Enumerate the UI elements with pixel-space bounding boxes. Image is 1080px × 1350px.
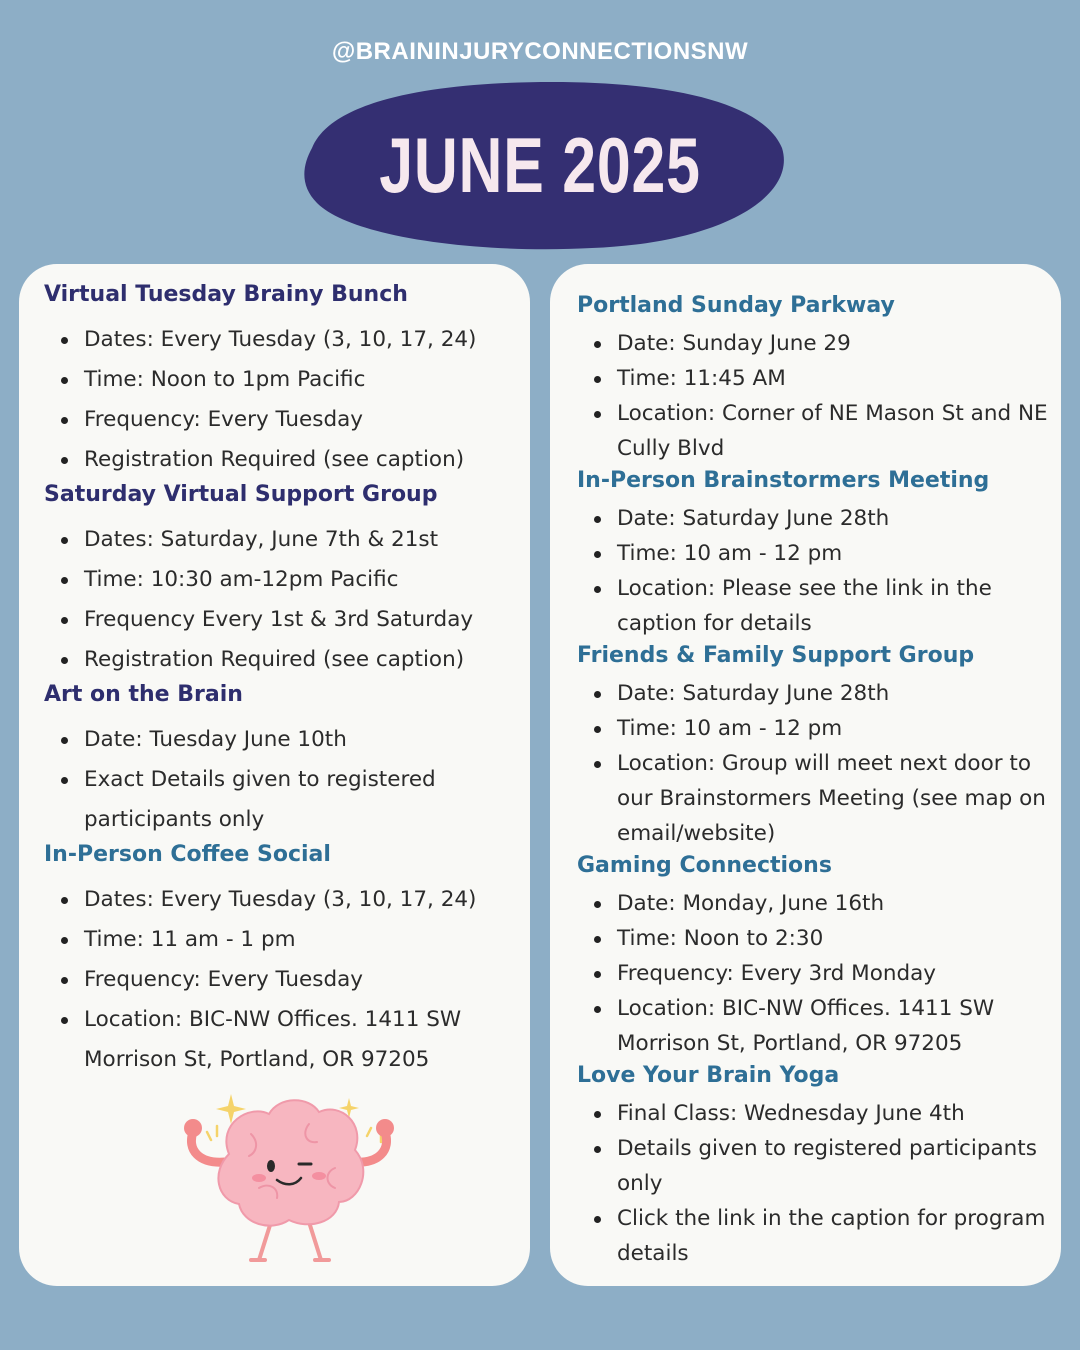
list-item [577, 361, 1051, 396]
bullet-icon [594, 1216, 601, 1223]
bullet-icon [61, 737, 68, 744]
bullet-icon [61, 777, 68, 784]
bullet-icon [594, 1111, 601, 1118]
list-item [44, 360, 518, 400]
list-item [44, 920, 518, 960]
item-text: Time: 10:30 am-12pm Pacific [84, 567, 399, 592]
item-text: Time: Noon to 2:30 [617, 926, 824, 951]
list-item [577, 676, 1051, 711]
item-text: Location: Corner of NE Mason St and NE Cully Blvd [617, 401, 1048, 461]
item-text: Registration Required (see caption) [84, 447, 465, 472]
list-item [577, 746, 1051, 851]
event-section [44, 480, 518, 680]
item-text: Exact Details given to registered participants only [84, 767, 436, 832]
item-text: Click the link in the caption for program details [617, 1206, 1046, 1266]
item-text: Date: Tuesday June 10th [84, 727, 347, 752]
list-item [44, 760, 518, 840]
event-section [577, 851, 1051, 1061]
bullet-icon [594, 726, 601, 733]
item-text: Location: BIC-NW Offices. 1411 SW Morrison St, Portland, OR 97205 [617, 996, 995, 1056]
month-banner [292, 78, 788, 254]
event-details-list [44, 320, 518, 480]
event-details-list [44, 720, 518, 840]
list-item [44, 600, 518, 640]
bullet-icon [594, 691, 601, 698]
list-item [577, 956, 1051, 991]
item-text: Date: Saturday June 28th [617, 681, 890, 706]
event-title: Virtual Tuesday Brainy Bunch [44, 282, 408, 307]
event-section [577, 291, 1051, 466]
item-text: Location: Group will meet next door to our Brainstormers Meeting (see map on email/website) [617, 751, 1046, 846]
list-item [577, 501, 1051, 536]
item-text: Date: Sunday June 29 [617, 331, 851, 356]
list-item [44, 720, 518, 760]
list-item [44, 640, 518, 680]
list-item [577, 921, 1051, 956]
bullet-icon [594, 936, 601, 943]
item-text: Frequency: Every Tuesday [84, 407, 363, 432]
list-item [577, 1131, 1051, 1201]
event-title: In-Person Coffee Social [44, 842, 331, 867]
item-text: Time: 10 am - 12 pm [617, 716, 843, 741]
item-text: Frequency: Every 3rd Monday [617, 961, 937, 986]
item-text: Dates: Every Tuesday (3, 10, 17, 24) [84, 327, 477, 352]
event-details-list [577, 676, 1051, 851]
bullet-icon [61, 337, 68, 344]
list-item [44, 960, 518, 1000]
bullet-icon [61, 377, 68, 384]
bullet-icon [594, 516, 601, 523]
bullet-icon [594, 971, 601, 978]
list-item [577, 396, 1051, 466]
event-title: In-Person Brainstormers Meeting [577, 468, 990, 493]
event-details-list [577, 1096, 1051, 1271]
list-item [44, 320, 518, 360]
list-item [577, 991, 1051, 1061]
event-details-list [44, 880, 518, 1080]
list-item [577, 886, 1051, 921]
bullet-icon [61, 897, 68, 904]
bullet-icon [61, 937, 68, 944]
bullet-icon [594, 341, 601, 348]
event-title: Love Your Brain Yoga [577, 1063, 840, 1088]
item-text: Date: Monday, June 16th [617, 891, 885, 916]
bullet-icon [594, 901, 601, 908]
page-title: JUNE 2025 [379, 121, 701, 209]
list-item [44, 880, 518, 920]
item-text: Location: Please see the link in the caption for details [617, 576, 992, 636]
event-section [44, 280, 518, 480]
item-text: Frequency Every 1st & 3rd Saturday [84, 607, 474, 632]
bullet-icon [61, 417, 68, 424]
item-text: Details given to registered participants only [617, 1136, 1037, 1196]
list-item [44, 560, 518, 600]
list-item [577, 1096, 1051, 1131]
bullet-icon [61, 617, 68, 624]
left-events-card [19, 264, 530, 1286]
flexing-brain-mascot-icon [159, 1084, 419, 1274]
event-title: Portland Sunday Parkway [577, 293, 895, 318]
list-item [577, 326, 1051, 361]
item-text: Final Class: Wednesday June 4th [617, 1101, 965, 1126]
list-item [44, 400, 518, 440]
item-text: Time: 10 am - 12 pm [617, 541, 843, 566]
event-section [44, 840, 518, 1080]
bullet-icon [594, 376, 601, 383]
event-details-list [44, 520, 518, 680]
bullet-icon [61, 657, 68, 664]
bullet-icon [61, 577, 68, 584]
list-item [44, 520, 518, 560]
event-details-list [577, 326, 1051, 466]
item-text: Time: 11 am - 1 pm [84, 927, 296, 952]
bullet-icon [594, 586, 601, 593]
bullet-icon [594, 1146, 601, 1153]
event-section [44, 680, 518, 840]
list-item [577, 1201, 1051, 1271]
event-details-list [577, 501, 1051, 641]
item-text: Time: 11:45 AM [617, 366, 786, 391]
list-item [44, 440, 518, 480]
item-text: Location: BIC-NW Offices. 1411 SW Morrison St, Portland, OR 97205 [84, 1007, 462, 1072]
item-text: Dates: Every Tuesday (3, 10, 17, 24) [84, 887, 477, 912]
item-text: Date: Saturday June 28th [617, 506, 890, 531]
event-details-list [577, 886, 1051, 1061]
event-title: Saturday Virtual Support Group [44, 482, 438, 507]
event-title: Gaming Connections [577, 853, 832, 878]
list-item [577, 571, 1051, 641]
item-text: Time: Noon to 1pm Pacific [84, 367, 366, 392]
bullet-icon [594, 411, 601, 418]
instagram-handle: @BRAININJURYCONNECTIONSNW [331, 38, 749, 65]
event-title: Friends & Family Support Group [577, 643, 975, 668]
bullet-icon [594, 1006, 601, 1013]
bullet-icon [61, 457, 68, 464]
list-item [44, 1000, 518, 1080]
event-section [577, 466, 1051, 641]
right-events-card [550, 264, 1061, 1286]
list-item [577, 711, 1051, 746]
event-section [577, 1061, 1051, 1271]
bullet-icon [594, 761, 601, 768]
event-title: Art on the Brain [44, 682, 243, 707]
item-text: Registration Required (see caption) [84, 647, 465, 672]
bullet-icon [594, 551, 601, 558]
bullet-icon [61, 977, 68, 984]
item-text: Frequency: Every Tuesday [84, 967, 363, 992]
bullet-icon [61, 1017, 68, 1024]
item-text: Dates: Saturday, June 7th & 21st [84, 527, 439, 552]
event-section [577, 641, 1051, 851]
bullet-icon [61, 537, 68, 544]
list-item [577, 536, 1051, 571]
